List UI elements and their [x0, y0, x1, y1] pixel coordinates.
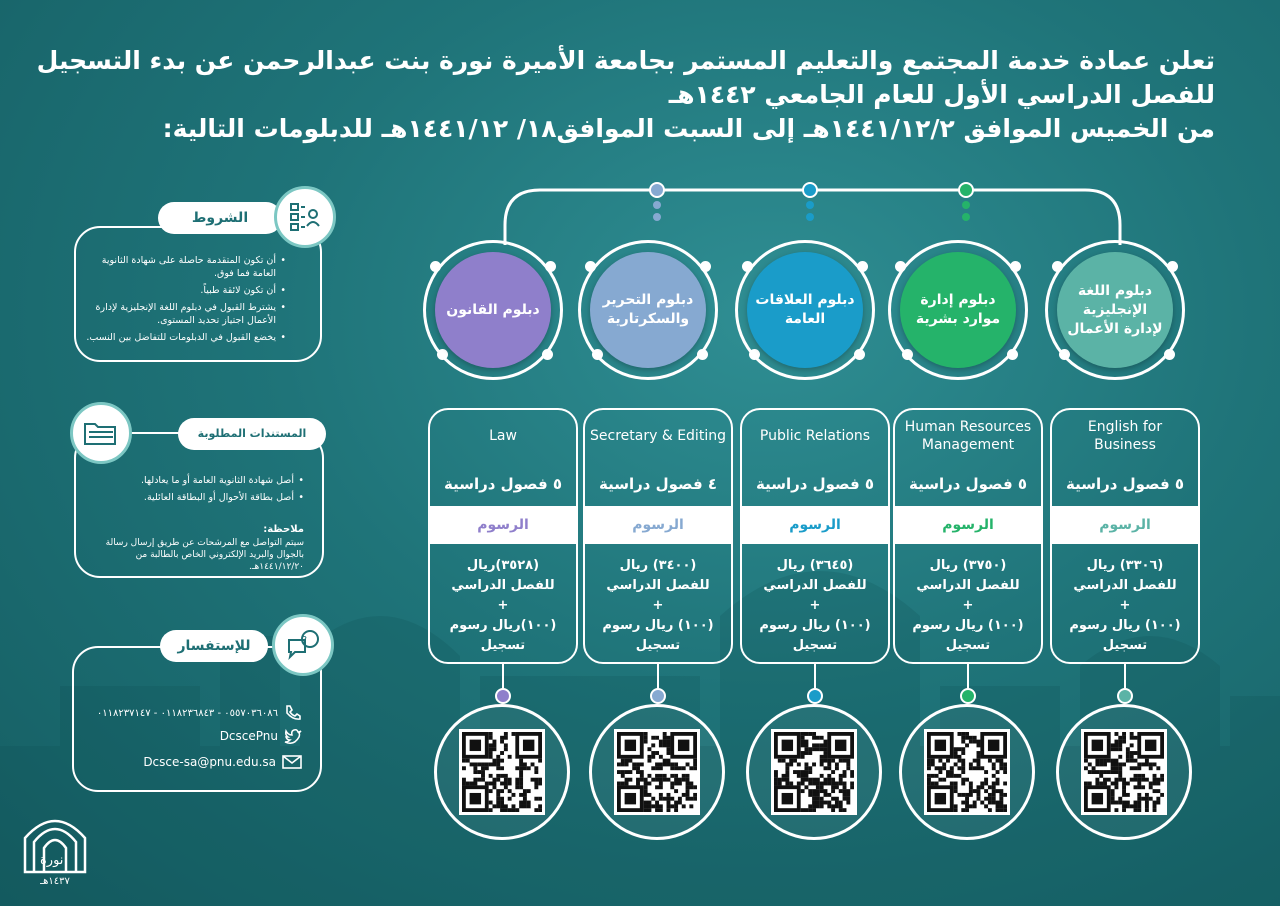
university-logo [20, 808, 90, 890]
semester-count: ٥ فصول دراسية [443, 475, 563, 493]
ring-dot [592, 349, 603, 360]
fee-per-semester: للفصل الدراسي [451, 578, 555, 593]
fee-amount: (٣٣٠٦) ريال [1086, 558, 1164, 573]
qr-stem-dot [650, 688, 666, 704]
fees-details [430, 544, 576, 656]
fee-plus: + [1119, 598, 1131, 613]
fee-per-semester: للفصل الدراسي [1073, 578, 1177, 593]
diploma-name-ar: دبلوم التحرير والسكرتارية [590, 252, 706, 368]
fee-per-semester: للفصل الدراسي [763, 578, 867, 593]
diploma-card [583, 408, 733, 664]
diploma-card [1050, 408, 1200, 664]
note-title: ملاحظة: [263, 524, 304, 535]
checklist-user-icon [274, 186, 336, 248]
diploma-name-ar: دبلوم إدارة موارد بشرية [900, 252, 1016, 368]
fees-label: الرسوم [895, 506, 1041, 544]
header-line-2: للفصل الدراسي الأول للعام الجامعي ١٤٤٢هـ [668, 80, 1215, 109]
qr-circle [899, 704, 1035, 840]
conditions-panel [74, 186, 336, 362]
diploma-name-en: Law [489, 428, 517, 444]
registration-qr-code[interactable] [771, 729, 857, 815]
twitter-icon [284, 728, 302, 744]
fee-amount: (٣٤٠٠) ريال [619, 558, 697, 573]
fee-plus: + [497, 598, 509, 613]
registration-fee: (١٠٠) ريال رسوم تسجيل [602, 618, 714, 653]
email-row [143, 754, 302, 770]
registration-fee: (١٠٠) ريال رسوم تسجيل [1069, 618, 1181, 653]
fee-plus: + [962, 598, 974, 613]
fees-details [585, 544, 731, 656]
condition-item: • يخضع القبول في الدبلومات للتفاضل بين النسب. [86, 331, 286, 344]
folder-icon [70, 402, 132, 464]
qr-circle [746, 704, 882, 840]
diploma-card [740, 408, 890, 664]
conditions-box [74, 226, 322, 362]
inquiry-title: للإستفسار [160, 630, 268, 662]
conditions-title: الشروط [158, 202, 282, 234]
ring-dot [437, 349, 448, 360]
semester-count: ٥ فصول دراسية [755, 475, 875, 493]
condition-item: • أن تكون لائقة طبياً. [86, 284, 286, 297]
condition-item: • يشترط القبول في دبلوم اللغة الإنجليزية لإدارة الأعمال اجتياز تحديد المستوى. [86, 301, 286, 327]
registration-qr-code[interactable] [614, 729, 700, 815]
note-body: سيتم التواصل مع المرشحات عن طريق إرسال رسالة بالجوال والبريد الإلكتروني الخاص بالطالبة من ١٤٤١/١٢/٢٠هـ. [105, 538, 304, 572]
fees-label: الرسوم [585, 506, 731, 544]
fee-plus: + [652, 598, 664, 613]
documents-note [88, 520, 304, 573]
qr-stem-dot [960, 688, 976, 704]
announcement-header [36, 44, 1215, 146]
qr-stem-dot [495, 688, 511, 704]
registration-fee: (١٠٠) ريال رسوم تسجيل [912, 618, 1024, 653]
registration-fee: (١٠٠) ريال رسوم تسجيل [759, 618, 871, 653]
fees-label: الرسوم [1052, 506, 1198, 544]
fees-label: الرسوم [430, 506, 576, 544]
ring-dot [1007, 349, 1018, 360]
fee-plus: + [809, 598, 821, 613]
qr-stem-dot [807, 688, 823, 704]
phone-numbers[interactable]: ٠٥٥٧٠٣٦٠٨٦ - ٠١١٨٢٣٦٨٤٣ - ٠١١٨٢٣٧١٤٧ [96, 707, 278, 719]
documents-title: المستندات المطلوبة [178, 418, 326, 450]
semester-count: ٥ فصول دراسية [908, 475, 1028, 493]
diploma-card [428, 408, 578, 664]
logo-year: ١٤٣٧هـ [40, 876, 70, 887]
phone-row [97, 704, 302, 722]
semester-count: ٤ فصول دراسية [598, 475, 718, 493]
qr-circle [1056, 704, 1192, 840]
condition-item: • أن تكون المتقدمة حاصلة على شهادة الثانوية العامة فما فوق. [86, 254, 286, 280]
document-item: • أصل شهادة الثانوية العامة أو ما يعادلها. [88, 474, 304, 487]
fee-per-semester: للفصل الدراسي [606, 578, 710, 593]
registration-qr-code[interactable] [1081, 729, 1167, 815]
diploma-name-en: English for Business [1087, 419, 1163, 453]
conditions-list [86, 254, 286, 348]
fees-details [742, 544, 888, 656]
ring-dot [854, 349, 865, 360]
registration-fee: (١٠٠)ريال رسوم تسجيل [449, 618, 557, 653]
fees-details [895, 544, 1041, 656]
svg-text:?: ? [301, 635, 307, 646]
chat-question-icon [272, 614, 334, 676]
registration-qr-code[interactable] [924, 729, 1010, 815]
qr-circle [589, 704, 725, 840]
diploma-name-ar: دبلوم العلاقات العامة [747, 252, 863, 368]
ring-dot [902, 349, 913, 360]
email-icon [282, 754, 302, 770]
fees-details [1052, 544, 1198, 656]
inquiry-panel [72, 614, 336, 794]
diploma-card [893, 408, 1043, 664]
header-line-3: من الخميس الموافق ١٤٤١/١٢/٢هـ إلى السبت الموافق١٨/ ١٤٤١/١٢هـ للدبلومات التالية: [162, 114, 1215, 143]
email-address[interactable]: Dcsce-sa@pnu.edu.sa [143, 755, 276, 769]
header-line-1: تعلن عمادة خدمة المجتمع والتعليم المستمر بجامعة الأميرة نورة بنت عبدالرحمن عن بدء التسجيل [36, 46, 1215, 75]
ring-dot [1059, 349, 1070, 360]
document-item: • أصل بطاقة الأحوال أو البطاقة العائلية. [88, 491, 304, 504]
documents-list [88, 474, 304, 508]
fee-amount: (٣٦٤٥) ريال [776, 558, 854, 573]
twitter-row [220, 728, 302, 744]
diploma-name-ar: دبلوم اللغة الإنجليزية لإدارة الأعمال [1057, 252, 1173, 368]
phone-icon [284, 704, 302, 722]
ring-dot [1164, 349, 1175, 360]
semester-count: ٥ فصول دراسية [1065, 475, 1185, 493]
diploma-name-en: Public Relations [759, 428, 871, 444]
diploma-name-en: Human Resources Management [904, 419, 1032, 453]
registration-qr-code[interactable] [459, 729, 545, 815]
ring-dot [697, 349, 708, 360]
diploma-name-ar: دبلوم القانون [435, 252, 551, 368]
qr-stem-dot [1117, 688, 1133, 704]
fee-amount: (٣٧٥٠) ريال [929, 558, 1007, 573]
fee-per-semester: للفصل الدراسي [916, 578, 1020, 593]
documents-panel [70, 402, 332, 578]
fee-amount: (٣٥٢٨)ريال [466, 558, 540, 573]
svg-text:نورة: نورة [40, 853, 64, 868]
qr-circle [434, 704, 570, 840]
fees-label: الرسوم [742, 506, 888, 544]
twitter-handle[interactable]: DcscePnu [219, 729, 278, 743]
ring-dot [542, 349, 553, 360]
diploma-name-en: Secretary & Editing [590, 428, 726, 444]
ring-dot [749, 349, 760, 360]
